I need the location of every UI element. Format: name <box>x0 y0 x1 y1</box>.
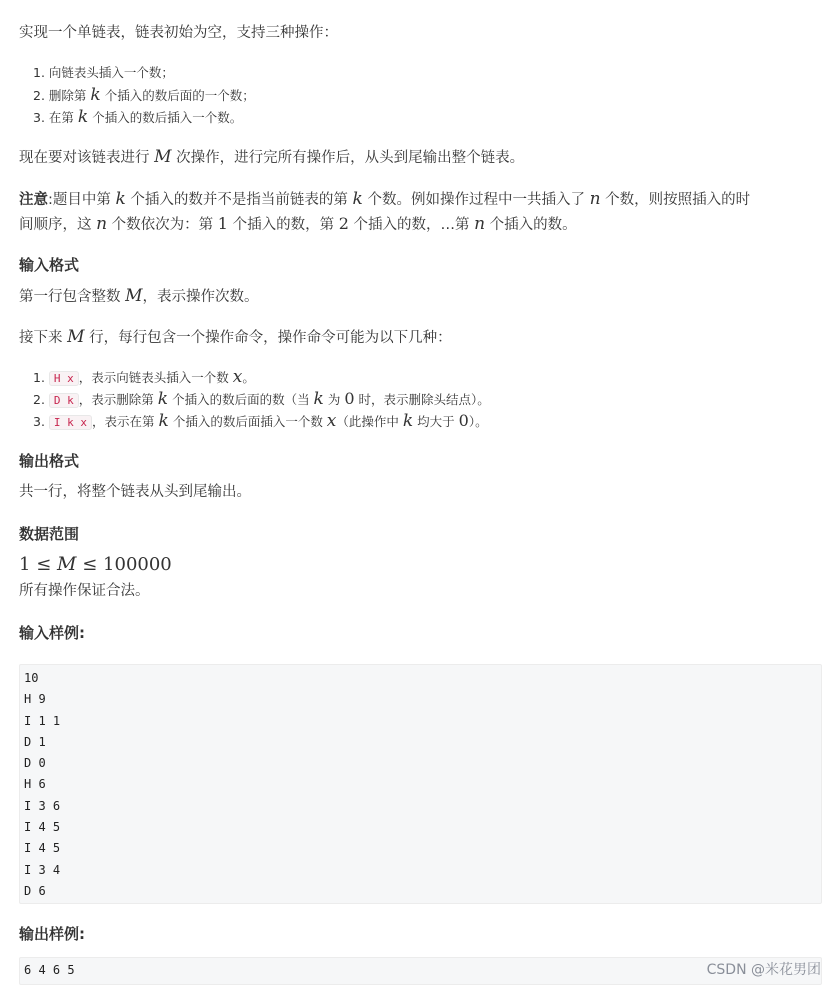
code-line: H 6 <box>24 777 46 792</box>
range-heading: 数据范围 <box>19 525 80 543</box>
note-paragraph: 注意:题目中第 k 个插入的数并不是指当前链表的第 k 个数。例如操作过程中一共插入了 n 个数，则按照插入的时 间顺序，这 n 个数依次为：第 1 个插入的数，第 2 个插入的数，…第 n 个插入的数。 <box>19 189 751 234</box>
code-line: 10 <box>24 671 39 685</box>
input-format-heading: 输入格式 <box>19 256 80 274</box>
code-line: D 1 <box>24 734 46 749</box>
code-h-x: H x <box>49 371 79 386</box>
code-i-k-x: I k x <box>49 415 92 430</box>
code-line: I 1 1 <box>24 713 61 728</box>
sample-input-block <box>19 664 822 904</box>
csdn-watermark: CSDN @米花男团 <box>706 962 821 978</box>
range-text: 所有操作保证合法。 <box>19 583 150 599</box>
list-item: 2. 删除第 k 个插入的数后面的一个数； <box>33 85 255 105</box>
intro-text: 实现一个单链表，链表初始为空，支持三种操作： <box>19 25 338 41</box>
code-line: I 3 4 <box>24 862 61 877</box>
code-line: I 4 5 <box>24 820 61 835</box>
code-line: I 3 6 <box>24 798 61 813</box>
code-d-k: D k <box>49 393 79 408</box>
note-label: 注意 <box>19 192 48 208</box>
code-line: I 4 5 <box>24 841 61 856</box>
input-format-line1: 第一行包含整数 M，表示操作次数。 <box>19 286 259 306</box>
task-text: 现在要对该链表进行 M 次操作，进行完所有操作后，从头到尾输出整个链表。 <box>19 147 525 167</box>
list-item: 2. D k ，表示删除第 k 个插入的数后面的数（当 k 为 0 时，表示删除头结点）。 <box>33 389 490 409</box>
sample-input-heading: 输入样例: <box>19 624 85 642</box>
list-item: 3. 在第 k 个插入的数后插入一个数。 <box>33 107 243 127</box>
code-line: 6 4 6 5 <box>24 963 75 977</box>
output-format-heading: 输出格式 <box>19 452 80 470</box>
sample-output-block <box>19 957 822 985</box>
input-format-line2: 接下来 M 行，每行包含一个操作命令，操作命令可能为以下几种： <box>19 327 452 347</box>
range-formula: 1 ≤ M ≤ 100000 <box>19 553 172 575</box>
list-item: 1. H x ，表示向链表头插入一个数 x。 <box>33 367 255 387</box>
code-line: D 6 <box>24 883 46 898</box>
output-format-text: 共一行，将整个链表从头到尾输出。 <box>19 484 251 500</box>
code-line: H 9 <box>24 692 46 707</box>
sample-output-heading: 输出样例: <box>19 925 85 943</box>
code-line: D 0 <box>24 756 46 771</box>
list-item: 1. 向链表头插入一个数； <box>33 65 174 80</box>
list-item: 3. I k x ，表示在第 k 个插入的数后面插入一个数 x（此操作中 k 均大于 0）。 <box>33 411 488 431</box>
